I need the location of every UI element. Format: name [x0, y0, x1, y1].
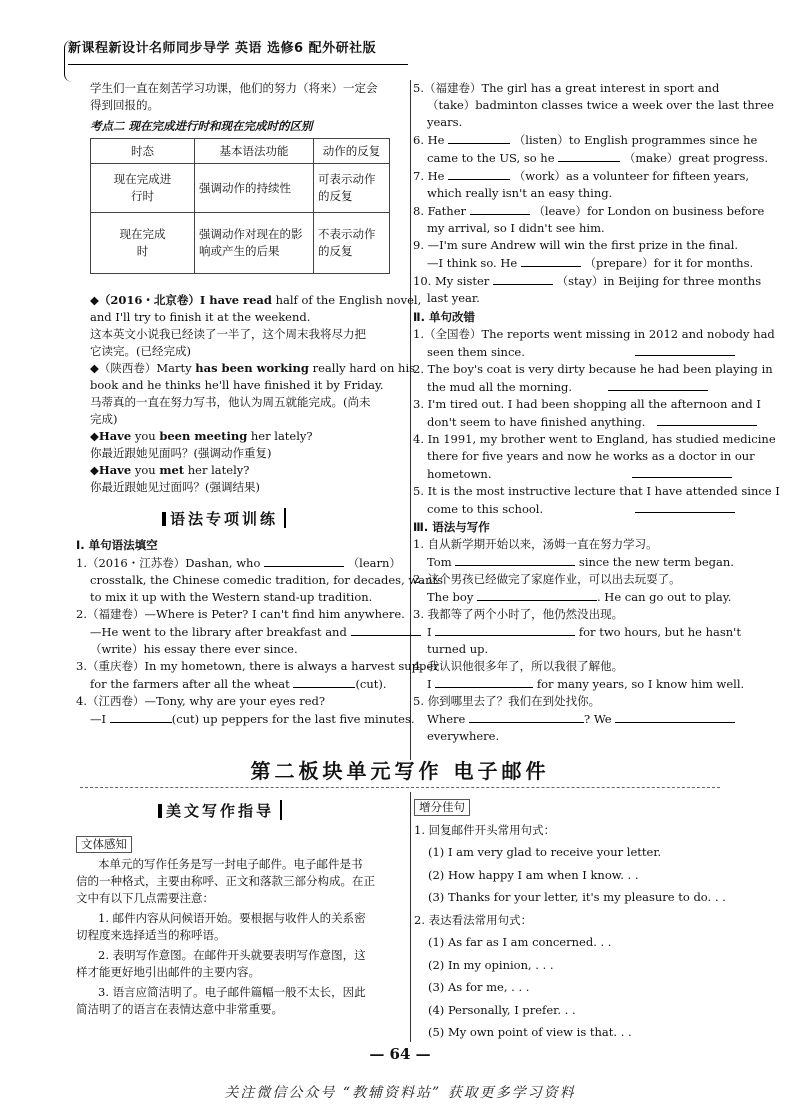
section-title: 语法专项训练 — [170, 510, 279, 528]
question-hint: （learn） — [347, 556, 401, 570]
answer-blank[interactable] — [110, 710, 172, 723]
block-title: 第二板块单元写作 电子邮件 — [250, 759, 550, 783]
writing-text: Tom — [427, 555, 452, 569]
table-header-row — [91, 139, 390, 164]
writing-line — [413, 588, 733, 606]
writing-line — [413, 710, 733, 728]
error-text: come to this school. — [427, 502, 544, 516]
part-heading: Ⅲ. 语法与写作 — [413, 520, 490, 534]
table-cell: 现在完成进行时 — [91, 164, 195, 213]
guide-paragraph: 3. 语言应简洁明了。电子邮件篇幅一般不太长，因此 — [98, 985, 366, 999]
question-text — [76, 710, 415, 728]
question-9: 9. —I'm sure Andrew will win the first prize in the final. — [413, 238, 739, 252]
table-cell: 可表示动作的反复 — [314, 164, 390, 213]
answer-blank[interactable] — [469, 710, 584, 723]
table-row — [91, 164, 390, 213]
question-10 — [413, 272, 762, 290]
question-text: —He went to the library after breakfast and — [90, 625, 347, 639]
sentence-item: (3) As for me, . . . — [428, 980, 530, 994]
example-highlight: been meeting — [159, 429, 248, 443]
kp-title: 考点二 现在完成进行时和现在完成时的区别 — [90, 119, 313, 133]
question-text: （stay）in Beijing for three months — [556, 274, 762, 288]
right-column-top — [413, 80, 780, 745]
example-translation: 马蒂真的一直在努力写书，他认为周五就能完成。(尚未 — [90, 395, 371, 409]
sentence-heading: 1. 回复邮件开头常用句式： — [414, 822, 556, 837]
perception-label: 文体感知 — [76, 836, 132, 853]
example-translation: 你最近跟她见过面吗？(强调结果) — [90, 480, 260, 494]
question-text: （prepare）for it for months. — [584, 256, 754, 270]
writing-text: for two hours, but he hasn't — [578, 625, 741, 639]
answer-blank[interactable] — [293, 675, 355, 688]
grammar-exercises — [76, 537, 444, 728]
writing-text: Where — [427, 712, 466, 726]
grammar-table — [90, 138, 390, 274]
example-text: really hard on his — [308, 361, 416, 375]
writing-text: . He can go out to play. — [596, 590, 732, 604]
guide-paragraph: 本单元的写作任务是写一封电子邮件。电子邮件是书 — [98, 857, 363, 871]
question-text — [76, 675, 401, 693]
question-5: 5.（福建卷）The girl has a great interest in sport and — [413, 81, 720, 95]
footer-note: 关注微信公众号 “教辅资料站” 获取更多学习资料 — [224, 1085, 576, 1101]
example-highlight: met — [159, 463, 185, 477]
example-text: her lately? — [247, 429, 313, 443]
example-translation: 它读完。(已经完成) — [90, 344, 191, 358]
writing-text: I — [427, 625, 432, 639]
section-marker-icon — [162, 512, 166, 526]
section-title: 美文写作指导 — [166, 802, 275, 820]
question-text: 6. He — [413, 133, 445, 147]
answer-blank[interactable] — [264, 554, 344, 567]
question-text: years. — [427, 115, 463, 129]
question-text: (cut) up peppers for the last five minutes. — [171, 712, 415, 726]
sentences-label: 增分佳句 — [414, 799, 470, 816]
question-text: came to the US, so he — [427, 151, 555, 165]
question-text — [76, 623, 401, 641]
error-text — [413, 500, 733, 518]
question-text: —I think so. He — [427, 256, 518, 270]
question-text: last year. — [427, 291, 480, 305]
section-divider — [280, 800, 282, 820]
error-5: 5. It is the most instructive lecture that I have attended since I — [413, 484, 780, 498]
writing-3: 3. 我都等了两个小时了，他仍然没出现。 — [413, 607, 624, 621]
table-cell: 强调动作对现在的影响或产生的后果 — [195, 213, 314, 274]
question-text: —I — [90, 712, 107, 726]
column-divider — [410, 80, 411, 760]
example-text: you — [131, 429, 160, 443]
guide-paragraph: 样才能更好地引出邮件的主要内容。 — [76, 965, 260, 979]
table-cell: 强调动作的持续性 — [195, 164, 314, 213]
error-text: the mud all the morning. — [427, 380, 573, 394]
part-heading: Ⅰ. 单句语法填空 — [76, 538, 158, 552]
question-text: 7. He — [413, 169, 445, 183]
answer-blank[interactable] — [435, 623, 575, 636]
error-text: don't seem to have finished anything. — [427, 415, 646, 429]
example-highlight: ◆Have — [90, 463, 132, 477]
example-translation: 这本英文小说我已经读了一半了，这个周末我将尽力把 — [90, 327, 366, 341]
answer-blank[interactable] — [493, 272, 553, 285]
error-4: 4. In 1991, my brother went to England, has studied medicine — [413, 432, 776, 446]
sentence-item: (3) Thanks for your letter, it's my pleasure to do. . . — [428, 890, 726, 904]
sentence-item: (4) Personally, I prefer. . . — [428, 1002, 576, 1017]
answer-blank[interactable] — [477, 588, 597, 601]
writing-guide-heading — [158, 800, 282, 820]
example-highlight: I have read — [199, 293, 272, 307]
question-text: 8. Father — [413, 204, 467, 218]
useful-sentences — [414, 796, 734, 1044]
example-source: ◆（2016・北京卷） — [90, 293, 200, 307]
error-2: 2. The boy's coat is very dirty because he had been playing in — [413, 362, 773, 376]
writing-guide-body — [76, 836, 401, 1018]
answer-blank[interactable] — [448, 167, 510, 180]
intro-line: 学生们一直在刻苦学习功课，他们的努力（将来）一定会 — [90, 81, 378, 95]
question-text: which really isn't an easy thing. — [427, 186, 613, 200]
page-number: — 64 — — [369, 1045, 431, 1063]
answer-blank[interactable] — [448, 131, 510, 144]
example-highlight: ◆Have — [90, 429, 132, 443]
sentence-item: (2) How happy I am when I know. . . — [428, 867, 639, 882]
guide-paragraph: 简洁明了的语言在表情达意中非常重要。 — [76, 1002, 283, 1016]
example-text: book and he thinks he'll have finished it by Friday. — [90, 378, 384, 392]
error-text — [413, 413, 733, 431]
answer-blank[interactable] — [608, 378, 708, 391]
header-rule — [68, 64, 408, 65]
question-6 — [413, 131, 758, 149]
writing-1: 1. 自从新学期开始以来，汤姆一直在努力学习。 — [413, 537, 658, 551]
answer-blank[interactable] — [635, 500, 735, 513]
answer-blank[interactable] — [635, 343, 735, 356]
example-3 — [90, 428, 400, 445]
example-translation: 你最近跟她见面吗？(强调动作重复) — [90, 446, 272, 460]
writing-line — [413, 623, 741, 641]
question-2: 2.（福建卷）—Where is Peter? I can't find him anywhere. — [76, 607, 405, 621]
example-text: you — [131, 463, 160, 477]
question-7 — [413, 167, 750, 185]
guide-paragraph: 文中有以下几点需要注意： — [76, 891, 214, 905]
guide-paragraph: 1. 邮件内容从问候语开始。要根据与收件人的关系密 — [98, 911, 366, 925]
writing-line — [413, 553, 733, 571]
writing-line — [413, 675, 745, 693]
question-text: （listen）to English programmes since he — [513, 133, 758, 147]
writing-text: turned up. — [427, 642, 489, 656]
sentence-item: (5) My own point of view is that. . . — [428, 1025, 632, 1039]
table-cell: 不表示动作的反复 — [314, 213, 390, 274]
writing-2: 2. 这个男孩已经做完了家庭作业，可以出去玩耍了。 — [413, 572, 681, 586]
question-text: （write）his essay there ever since. — [90, 642, 298, 656]
page-header: 新课程新设计名师同步导学 英语 选修6 配外研社版 — [68, 41, 377, 56]
writing-text: for many years, so I know him well. — [536, 677, 745, 691]
error-text — [413, 465, 733, 483]
question-8 — [413, 202, 765, 220]
example-translation: 完成) — [90, 412, 118, 426]
table-header: 时态 — [91, 139, 195, 164]
section-divider — [284, 508, 286, 528]
answer-blank[interactable] — [558, 149, 620, 162]
guide-paragraph: 切程度来选择适当的称呼语。 — [76, 928, 226, 942]
example-2 — [90, 360, 416, 377]
answer-blank[interactable] — [615, 710, 735, 723]
answer-blank[interactable] — [657, 413, 757, 426]
question-text: crosstalk, the Chinese comedic tradition, for decades, wants — [90, 573, 444, 587]
writing-text: ? We — [584, 712, 612, 726]
example-highlight: has been working — [195, 361, 309, 375]
error-1: 1.（全国卷）The reports went missing in 2012 and nobody had — [413, 327, 775, 341]
example-source: ◆（陕西卷）Marty — [90, 361, 196, 375]
part-heading: Ⅱ. 单句改错 — [413, 310, 475, 324]
writing-5: 5. 你到哪里去了？我们在到处找你。 — [413, 694, 601, 708]
table-header: 动作的反复 — [314, 139, 390, 164]
error-text — [413, 378, 733, 396]
sentence-item: (2) In my opinion, . . . — [428, 957, 554, 972]
answer-blank[interactable] — [470, 202, 530, 215]
answer-blank[interactable] — [455, 553, 575, 566]
question-text: （take）badminton classes twice a week over the last three — [427, 98, 774, 112]
table-row — [91, 213, 390, 274]
examples-block — [90, 292, 422, 496]
sentence-item: (1) As far as I am concerned. . . — [428, 935, 612, 949]
writing-text: since the new term began. — [578, 555, 734, 569]
answer-blank[interactable] — [521, 254, 581, 267]
intro-line: 得到回报的。 — [90, 98, 159, 112]
question-text: 10. My sister — [413, 274, 490, 288]
table-header: 基本语法功能 — [195, 139, 314, 164]
section-marker-icon — [158, 804, 162, 818]
example-text: and I'll try to finish it at the weekend. — [90, 310, 311, 324]
answer-blank[interactable] — [632, 465, 732, 478]
question-1 — [76, 554, 401, 572]
example-text: half of the English novel, — [271, 293, 422, 307]
answer-blank[interactable] — [351, 623, 421, 636]
example-1 — [90, 292, 422, 309]
example-4 — [90, 462, 400, 479]
example-text: her lately? — [184, 463, 250, 477]
question-3: 3.（重庆卷）In my hometown, there is always a harvest supper — [76, 659, 439, 673]
question-hint: (cut). — [355, 677, 387, 691]
sentence-heading: 2. 表达看法常用句式： — [414, 912, 533, 927]
error-text: hometown. — [427, 467, 492, 481]
writing-text: I — [427, 677, 432, 691]
sentence-item: (1) I am very glad to receive your letter. — [428, 845, 662, 859]
writing-text: everywhere. — [427, 729, 500, 743]
guide-paragraph: 2. 表明写作意图。在邮件开头就要表明写作意图，这 — [98, 948, 366, 962]
answer-blank[interactable] — [435, 675, 533, 688]
writing-4: 4. 我认识他很多年了，所以我很了解他。 — [413, 659, 624, 673]
question-text: my arrival, so I didn't see him. — [427, 221, 605, 235]
error-text: seen them since. — [427, 345, 525, 359]
question-text: to mix it up with the Western stand-up tradition. — [90, 590, 373, 604]
question-text: for the farmers after all the wheat — [90, 677, 290, 691]
question-text: （make）great progress. — [623, 151, 769, 165]
error-3: 3. I'm tired out. I had been shopping all the afternoon and I — [413, 397, 761, 411]
left-column-top — [90, 80, 400, 135]
guide-paragraph: 信的一种格式，主要由称呼、正文和落款三部分构成。在正 — [76, 874, 375, 888]
error-text: there for five years and now he works as a doctor in our — [427, 449, 755, 463]
question-4: 4.（江西卷）—Tony, why are your eyes red? — [76, 694, 326, 708]
column-divider — [410, 792, 411, 1042]
question-text: 1.（2016・江苏卷）Dashan, who — [76, 556, 261, 570]
block-divider — [80, 787, 720, 788]
question-text — [413, 149, 769, 167]
error-text — [413, 343, 733, 361]
question-text — [413, 254, 754, 272]
writing-text: The boy — [427, 590, 474, 604]
table-cell: 现在完成时 — [91, 213, 195, 274]
question-text: （leave）for London on business before — [533, 204, 765, 218]
grammar-section-heading — [162, 508, 286, 528]
question-text: （work）as a volunteer for fifteen years, — [513, 169, 750, 183]
